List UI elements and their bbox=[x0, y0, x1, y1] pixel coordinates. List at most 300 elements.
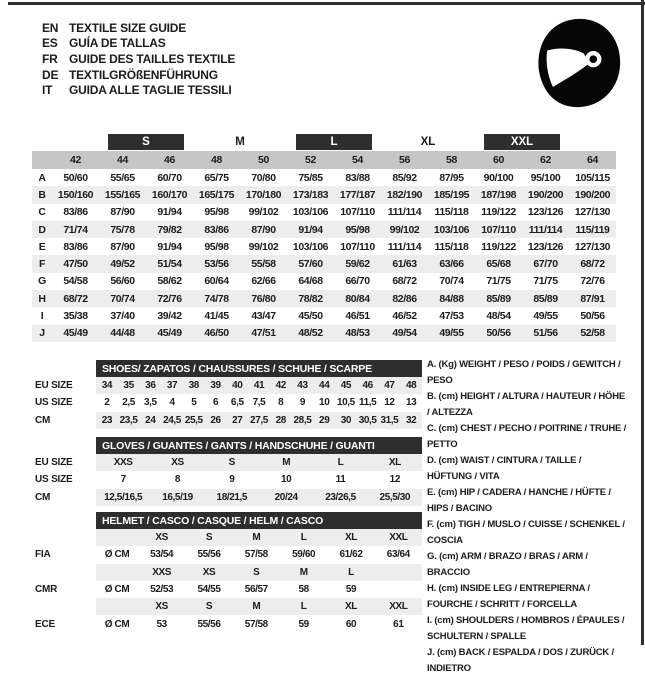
size-value-cell: 9 bbox=[229, 474, 235, 486]
size-value-cell: 13 bbox=[405, 397, 417, 409]
size-value-cell: 46/51 bbox=[345, 310, 370, 323]
language-code: DE bbox=[42, 67, 59, 82]
gloves-row-1 bbox=[30, 471, 422, 488]
legend-item-8: I. (cm) SHOULDERS / HOMBROS / ÉPAULES / SCHULTERN / SPALLE bbox=[427, 615, 625, 642]
size-value-cell: 49/52 bbox=[110, 258, 135, 271]
size-column-2: 46 bbox=[164, 154, 175, 166]
size-value-cell: 51/56 bbox=[533, 327, 558, 340]
size-value-cell: 56/57 bbox=[244, 584, 268, 596]
size-label-cell: S bbox=[185, 529, 232, 546]
size-label-cell: XS bbox=[138, 598, 185, 615]
size-value-cell: 155/165 bbox=[104, 188, 141, 201]
measurement-row-1 bbox=[32, 186, 616, 203]
measurement-row-3 bbox=[32, 221, 616, 238]
size-value-cell: 55/56 bbox=[197, 618, 221, 630]
size-value-cell: 39 bbox=[205, 377, 227, 394]
language-line-0 bbox=[42, 20, 235, 36]
language-line-4 bbox=[42, 82, 235, 98]
size-value-cell: 75/78 bbox=[110, 223, 135, 236]
size-value-cell: 43 bbox=[292, 377, 314, 394]
size-value-cell: 40 bbox=[226, 377, 248, 394]
size-value-cell: 72/76 bbox=[580, 275, 605, 288]
size-column-10: 62 bbox=[540, 154, 551, 166]
size-value-cell: 24 bbox=[139, 412, 161, 429]
shoes-table-header: SHOES/ ZAPATOS / CHAUSSURES / SCHUHE / SCARPE bbox=[96, 360, 422, 377]
measurement-row-5 bbox=[32, 255, 616, 272]
shoes-rows bbox=[30, 377, 422, 429]
size-value-cell: 90/100 bbox=[483, 171, 514, 184]
size-value-cell: 46 bbox=[357, 377, 379, 394]
size-value-cell: 70/74 bbox=[110, 292, 135, 305]
language-line-2 bbox=[42, 51, 235, 67]
size-value-cell: 6,5 bbox=[230, 397, 244, 409]
row-key: D bbox=[38, 223, 46, 236]
size-value-cell: 50/56 bbox=[486, 327, 511, 340]
size-value-cell: 182/190 bbox=[386, 188, 423, 201]
size-value-cell: 49/55 bbox=[439, 327, 464, 340]
size-value-cell: 55/65 bbox=[110, 171, 135, 184]
row-key: B bbox=[38, 188, 46, 201]
size-value-cell: 12 bbox=[384, 397, 395, 409]
row-key: A bbox=[38, 171, 46, 184]
size-value-cell: 45/49 bbox=[157, 327, 182, 340]
size-value-cell: 59 bbox=[298, 618, 309, 630]
size-value-cell: 99/102 bbox=[389, 223, 420, 236]
language-code: EN bbox=[42, 20, 59, 35]
gloves-table-header: GLOVES / GUANTES / GANTS / HANDSCHUHE / GUANTI bbox=[96, 437, 422, 454]
size-value-cell: XS bbox=[150, 454, 204, 471]
helmet-group-0 bbox=[30, 529, 422, 564]
size-value-cell: 54/58 bbox=[63, 275, 88, 288]
size-group-l: L bbox=[296, 134, 372, 150]
shoes-row-1 bbox=[30, 394, 422, 411]
size-value-cell: 61/63 bbox=[392, 258, 417, 271]
helmet-sizes-row-0 bbox=[30, 529, 422, 546]
size-value-cell: 46/52 bbox=[392, 310, 417, 323]
spacer bbox=[96, 564, 138, 581]
size-value-cell: 82/86 bbox=[392, 292, 417, 305]
measurement-row-4 bbox=[32, 238, 616, 255]
size-value-cell: 47/51 bbox=[251, 327, 276, 340]
size-value-cell: 53/54 bbox=[150, 549, 174, 561]
size-value-cell: 11,5 bbox=[359, 397, 377, 409]
spacer bbox=[96, 598, 138, 615]
spacer bbox=[30, 564, 96, 581]
size-value-cell: 55/58 bbox=[251, 258, 276, 271]
size-label-cell: S bbox=[185, 598, 232, 615]
size-value-cell: 26 bbox=[205, 412, 227, 429]
size-value-cell: 28 bbox=[270, 412, 292, 429]
unit-label: Ø CM bbox=[104, 549, 130, 561]
size-value-cell: 3,5 bbox=[143, 397, 157, 409]
language-title: GUÍA DE TALLAS bbox=[69, 36, 166, 51]
size-value-cell: 85/89 bbox=[533, 292, 558, 305]
size-value-cell: 170/180 bbox=[245, 188, 282, 201]
size-value-cell: 65/75 bbox=[204, 171, 229, 184]
size-value-cell: 83/88 bbox=[345, 171, 370, 184]
size-value-cell: 12 bbox=[389, 474, 400, 486]
size-value-cell: 35/38 bbox=[63, 310, 88, 323]
size-label-cell bbox=[375, 564, 422, 581]
size-value-cell: 177/187 bbox=[339, 188, 376, 201]
row-key: H bbox=[38, 292, 46, 305]
legend-item-2: C. (cm) CHEST / PECHO / POITRINE / TRUHE / PETTO bbox=[427, 423, 627, 450]
size-column-6: 54 bbox=[352, 154, 363, 166]
size-value-cell: 63/66 bbox=[439, 258, 464, 271]
size-value-cell: 27,5 bbox=[248, 412, 270, 429]
size-value-cell: 2,5 bbox=[122, 397, 135, 409]
row-label: CM bbox=[35, 491, 51, 503]
size-value-cell: 36 bbox=[139, 377, 161, 394]
size-value-cell: 58/62 bbox=[157, 275, 182, 288]
size-value-cell: 95/98 bbox=[204, 240, 229, 253]
size-value-cell: 123/126 bbox=[527, 206, 564, 219]
size-value-cell: 68/72 bbox=[580, 258, 605, 271]
size-value-cell: 60/70 bbox=[157, 171, 182, 184]
size-value-cell: 42 bbox=[270, 377, 292, 394]
gloves-row-0 bbox=[30, 454, 422, 471]
size-value-cell: 57/60 bbox=[298, 258, 323, 271]
size-value-cell: 30 bbox=[335, 412, 357, 429]
size-value-cell: 85/89 bbox=[486, 292, 511, 305]
size-value-cell: 7 bbox=[120, 474, 126, 486]
size-value-cell: 56/60 bbox=[110, 275, 135, 288]
helmet-table-header: HELMET / CASCO / CASQUE / HELM / CASCO bbox=[96, 512, 422, 529]
size-value-cell: 107/110 bbox=[340, 240, 375, 253]
size-column-3: 48 bbox=[211, 154, 222, 166]
size-value-cell: 190/200 bbox=[527, 188, 564, 201]
size-label-cell: M bbox=[233, 598, 280, 615]
row-label: CM bbox=[35, 414, 51, 426]
size-value-cell: 35 bbox=[118, 377, 140, 394]
size-value-cell: 87/90 bbox=[110, 240, 135, 253]
gloves-size-table bbox=[30, 437, 422, 506]
textile-size-table bbox=[32, 133, 616, 342]
size-value-cell: 54/55 bbox=[197, 584, 221, 596]
size-value-cell: 75/85 bbox=[298, 171, 323, 184]
size-value-cell: 12,5/16,5 bbox=[96, 489, 150, 506]
size-value-cell: 5 bbox=[191, 397, 197, 409]
language-line-3 bbox=[42, 67, 235, 83]
size-group-xl: XL bbox=[420, 136, 436, 148]
size-value-cell: 99/102 bbox=[248, 206, 279, 219]
size-value-cell: XL bbox=[368, 454, 422, 471]
legend-item-0: A. (Kg) WEIGHT / PESO / POIDS / GEWITCH / PESO bbox=[427, 359, 621, 386]
size-value-cell: 29 bbox=[313, 412, 335, 429]
size-group-m: M bbox=[235, 136, 245, 148]
language-title: GUIDA ALLE TAGLIE TESSILI bbox=[69, 83, 232, 98]
legend-item-7: H. (cm) INSIDE LEG / ENTREPIERNA / FOURCHE / SCHRITT / FORCELLA bbox=[427, 583, 590, 610]
size-value-cell: 47 bbox=[379, 377, 401, 394]
size-value-cell: 63/64 bbox=[386, 549, 410, 561]
size-value-cell: 53/56 bbox=[204, 258, 229, 271]
size-column-8: 58 bbox=[446, 154, 457, 166]
row-key: I bbox=[40, 310, 44, 323]
size-value-cell: 187/198 bbox=[480, 188, 517, 201]
size-value-cell: 165/175 bbox=[198, 188, 235, 201]
size-value-cell: 49/54 bbox=[392, 327, 417, 340]
size-value-cell: 55/56 bbox=[197, 549, 221, 561]
numeric-size-row bbox=[32, 151, 616, 169]
size-label-cell: XS bbox=[185, 564, 232, 581]
size-label-cell: XXS bbox=[138, 564, 185, 581]
spacer bbox=[32, 133, 99, 151]
size-value-cell: 95/98 bbox=[345, 223, 370, 236]
measurement-legend bbox=[427, 357, 627, 677]
size-value-cell: 23 bbox=[96, 412, 118, 429]
size-label-cell: S bbox=[233, 564, 280, 581]
size-value-cell: 107/110 bbox=[481, 223, 516, 236]
measurement-row-9 bbox=[32, 325, 616, 342]
size-value-cell: 7,5 bbox=[252, 397, 266, 409]
size-value-cell: 79/82 bbox=[157, 223, 182, 236]
size-value-cell: 85/92 bbox=[392, 171, 417, 184]
size-value-cell: 48/52 bbox=[298, 327, 323, 340]
size-value-cell: 103/106 bbox=[433, 223, 470, 236]
size-value-cell: 59/62 bbox=[345, 258, 370, 271]
measurement-row-2 bbox=[32, 204, 616, 221]
unit-label: Ø CM bbox=[104, 584, 130, 596]
size-value-cell bbox=[375, 581, 422, 598]
size-value-cell: 150/160 bbox=[57, 188, 94, 201]
size-value-cell: 44/48 bbox=[110, 327, 135, 340]
top-border-line bbox=[8, 2, 645, 5]
size-column-4: 50 bbox=[258, 154, 269, 166]
size-value-cell: 173/183 bbox=[292, 188, 329, 201]
row-label: EU SIZE bbox=[35, 457, 73, 469]
measurement-rows bbox=[32, 169, 616, 342]
size-label-cell: XS bbox=[138, 529, 185, 546]
size-label-cell: XL bbox=[327, 529, 374, 546]
size-value-cell: 60/64 bbox=[204, 275, 229, 288]
helmet-values-row-0 bbox=[30, 546, 422, 563]
shoes-size-table bbox=[30, 360, 422, 429]
size-value-cell: 30,5 bbox=[357, 412, 379, 429]
helmet-group-1 bbox=[30, 564, 422, 599]
legend-item-9: J. (cm) BACK / ESPALDA / DOS / ZURÜCK / INDIETRO bbox=[427, 647, 614, 674]
size-value-cell: 25,5 bbox=[183, 412, 205, 429]
row-key: G bbox=[38, 275, 46, 288]
size-value-cell: 119/122 bbox=[481, 206, 516, 219]
size-value-cell: 71/74 bbox=[63, 223, 88, 236]
helmet-values-row-2 bbox=[30, 615, 422, 632]
size-value-cell: 87/90 bbox=[251, 223, 276, 236]
measurement-row-7 bbox=[32, 290, 616, 307]
size-value-cell: 48 bbox=[400, 377, 422, 394]
size-value-cell: 10 bbox=[319, 397, 330, 409]
size-value-cell: 80/84 bbox=[345, 292, 370, 305]
size-label-cell: M bbox=[280, 564, 327, 581]
size-value-cell: 103/106 bbox=[292, 206, 329, 219]
size-value-cell: 107/110 bbox=[340, 206, 375, 219]
size-label-cell: L bbox=[280, 598, 327, 615]
shoes-row-0 bbox=[30, 377, 422, 394]
size-group-row bbox=[32, 133, 616, 151]
size-value-cell: 68/72 bbox=[392, 275, 417, 288]
language-title: TEXTILE SIZE GUIDE bbox=[69, 20, 187, 35]
size-value-cell: 74/78 bbox=[204, 292, 229, 305]
row-label: US SIZE bbox=[35, 474, 73, 486]
size-value-cell: 28,5 bbox=[292, 412, 314, 429]
legend-item-1: B. (cm) HEIGHT / ALTURA / HAUTEUR / HÖHE / ALTEZZA bbox=[427, 391, 626, 418]
size-value-cell: 91/94 bbox=[157, 206, 182, 219]
size-value-cell: 23,5 bbox=[118, 412, 140, 429]
size-value-cell: 34 bbox=[96, 377, 118, 394]
helmet-values-row-1 bbox=[30, 581, 422, 598]
size-value-cell: 111/114 bbox=[528, 223, 563, 236]
size-value-cell: 67/70 bbox=[533, 258, 558, 271]
size-value-cell: 105/115 bbox=[575, 171, 610, 184]
language-code: ES bbox=[42, 36, 58, 51]
measurement-row-8 bbox=[32, 307, 616, 324]
size-value-cell: 39/42 bbox=[157, 310, 182, 323]
helmet-group-2 bbox=[30, 598, 422, 633]
size-value-cell: 23/26,5 bbox=[313, 489, 367, 506]
size-value-cell: 95/98 bbox=[204, 206, 229, 219]
size-value-cell: 27 bbox=[226, 412, 248, 429]
language-line-1 bbox=[42, 36, 235, 52]
helmet-icon bbox=[528, 14, 624, 112]
legend-item-6: G. (cm) ARM / BRAZO / BRAS / ARM / BRACCIO bbox=[427, 551, 588, 578]
size-value-cell: 8 bbox=[174, 474, 181, 486]
measurement-row-0 bbox=[32, 169, 616, 186]
size-value-cell: 53 bbox=[156, 618, 167, 630]
helmet-sizes-row-2 bbox=[30, 598, 422, 615]
size-value-cell: 190/200 bbox=[574, 188, 611, 201]
gloves-row-2 bbox=[30, 489, 422, 506]
size-value-cell: 16,5/19 bbox=[150, 489, 204, 506]
size-value-cell: 41/45 bbox=[204, 310, 229, 323]
right-border-line bbox=[641, 0, 644, 645]
size-value-cell: 46/50 bbox=[204, 327, 229, 340]
size-value-cell: 119/122 bbox=[481, 240, 516, 253]
size-value-cell: 68/72 bbox=[63, 292, 88, 305]
size-value-cell: 11 bbox=[335, 474, 346, 486]
size-value-cell: 57/58 bbox=[244, 549, 268, 561]
language-title: TEXTILGRÖßENFÜHRUNG bbox=[69, 67, 218, 82]
size-value-cell: 45/49 bbox=[63, 327, 88, 340]
helmet-sizes-row-1 bbox=[30, 564, 422, 581]
size-value-cell: 25,5/30 bbox=[368, 489, 422, 506]
size-value-cell: S bbox=[205, 454, 259, 471]
size-value-cell: 37/40 bbox=[110, 310, 135, 323]
size-value-cell: 45/50 bbox=[298, 310, 323, 323]
size-value-cell: 111/114 bbox=[387, 206, 422, 219]
size-value-cell: 99/102 bbox=[248, 240, 279, 253]
size-value-cell: 59/60 bbox=[292, 549, 316, 561]
row-key: J bbox=[39, 327, 45, 340]
size-value-cell: 41 bbox=[248, 377, 270, 394]
size-value-cell: 87/95 bbox=[439, 171, 464, 184]
spacer bbox=[30, 529, 96, 546]
size-value-cell: 78/82 bbox=[298, 292, 323, 305]
size-value-cell: 6 bbox=[212, 397, 219, 409]
size-value-cell: 84/88 bbox=[439, 292, 464, 305]
size-value-cell: 50/56 bbox=[580, 310, 605, 323]
size-value-cell: 24,5 bbox=[161, 412, 183, 429]
spacer bbox=[32, 151, 52, 169]
size-value-cell: 91/94 bbox=[157, 240, 182, 253]
size-value-cell: 44 bbox=[313, 377, 335, 394]
unit-label: Ø CM bbox=[104, 618, 130, 630]
size-value-cell: 8 bbox=[278, 397, 284, 409]
size-value-cell: 57/58 bbox=[244, 618, 268, 630]
size-value-cell: 87/90 bbox=[110, 206, 135, 219]
language-code: FR bbox=[42, 51, 58, 66]
measurement-row-6 bbox=[32, 273, 616, 290]
size-value-cell: 58 bbox=[298, 584, 309, 596]
size-value-cell: 123/126 bbox=[527, 240, 564, 253]
size-value-cell: 9 bbox=[299, 397, 306, 409]
size-column-0: 42 bbox=[70, 154, 81, 166]
size-value-cell: 50/60 bbox=[63, 171, 88, 184]
size-value-cell: 4 bbox=[169, 397, 175, 409]
size-value-cell: 127/130 bbox=[574, 206, 611, 219]
size-value-cell: 115/119 bbox=[575, 223, 610, 236]
size-value-cell: 71/75 bbox=[486, 275, 511, 288]
size-value-cell: 10,5 bbox=[336, 397, 355, 409]
size-value-cell: 52/58 bbox=[580, 327, 605, 340]
standard-label: ECE bbox=[35, 618, 55, 630]
size-column-5: 52 bbox=[305, 154, 316, 166]
size-group-xxl: XXL bbox=[484, 134, 560, 150]
legend-item-4: E. (cm) HIP / CADERA / HANCHE / HÜFTE / HIPS / BACINO bbox=[427, 487, 611, 514]
size-value-cell: 71/75 bbox=[533, 275, 558, 288]
language-title: GUIDE DES TAILLES TEXTILE bbox=[69, 51, 236, 66]
size-value-cell: 111/114 bbox=[387, 240, 422, 253]
size-value-cell: M bbox=[259, 454, 313, 471]
size-label-cell: XXL bbox=[375, 598, 422, 615]
size-value-cell: 115/118 bbox=[434, 240, 469, 253]
size-value-cell: 48/53 bbox=[345, 327, 370, 340]
size-label-cell: L bbox=[280, 529, 327, 546]
size-value-cell: L bbox=[313, 454, 367, 471]
language-code: IT bbox=[42, 83, 53, 98]
size-value-cell: 43/47 bbox=[251, 310, 276, 323]
size-value-cell: 51/54 bbox=[157, 258, 182, 271]
size-value-cell: 59 bbox=[345, 584, 357, 596]
row-label: EU SIZE bbox=[35, 380, 73, 392]
size-value-cell: 18/21,5 bbox=[205, 489, 259, 506]
size-value-cell: 91/94 bbox=[298, 223, 323, 236]
size-value-cell: 37 bbox=[161, 377, 183, 394]
standard-label: CMR bbox=[35, 584, 58, 596]
standard-label: FIA bbox=[35, 549, 51, 561]
helmet-groups bbox=[30, 529, 422, 633]
shoes-row-2 bbox=[30, 412, 422, 429]
size-group-s: S bbox=[108, 134, 184, 150]
row-key: F bbox=[38, 258, 45, 271]
size-value-cell: 31,5 bbox=[379, 412, 401, 429]
size-value-cell: 2 bbox=[104, 397, 110, 409]
size-value-cell: 38 bbox=[183, 377, 205, 394]
size-value-cell: 61/62 bbox=[339, 549, 363, 561]
size-column-1: 44 bbox=[117, 154, 128, 166]
size-value-cell: 160/170 bbox=[151, 188, 188, 201]
size-value-cell: XXS bbox=[96, 454, 150, 471]
size-column-9: 60 bbox=[493, 154, 504, 166]
size-value-cell: 115/118 bbox=[434, 206, 469, 219]
size-label-cell: XXL bbox=[375, 529, 422, 546]
size-value-cell: 65/68 bbox=[486, 258, 511, 271]
size-value-cell: 61 bbox=[393, 618, 404, 630]
language-title-list bbox=[42, 20, 235, 98]
size-label-cell: XL bbox=[327, 598, 374, 615]
size-value-cell: 52/53 bbox=[150, 584, 174, 596]
size-value-cell: 83/86 bbox=[63, 206, 88, 219]
size-value-cell: 47/50 bbox=[63, 258, 88, 271]
size-value-cell: 64/68 bbox=[298, 275, 323, 288]
